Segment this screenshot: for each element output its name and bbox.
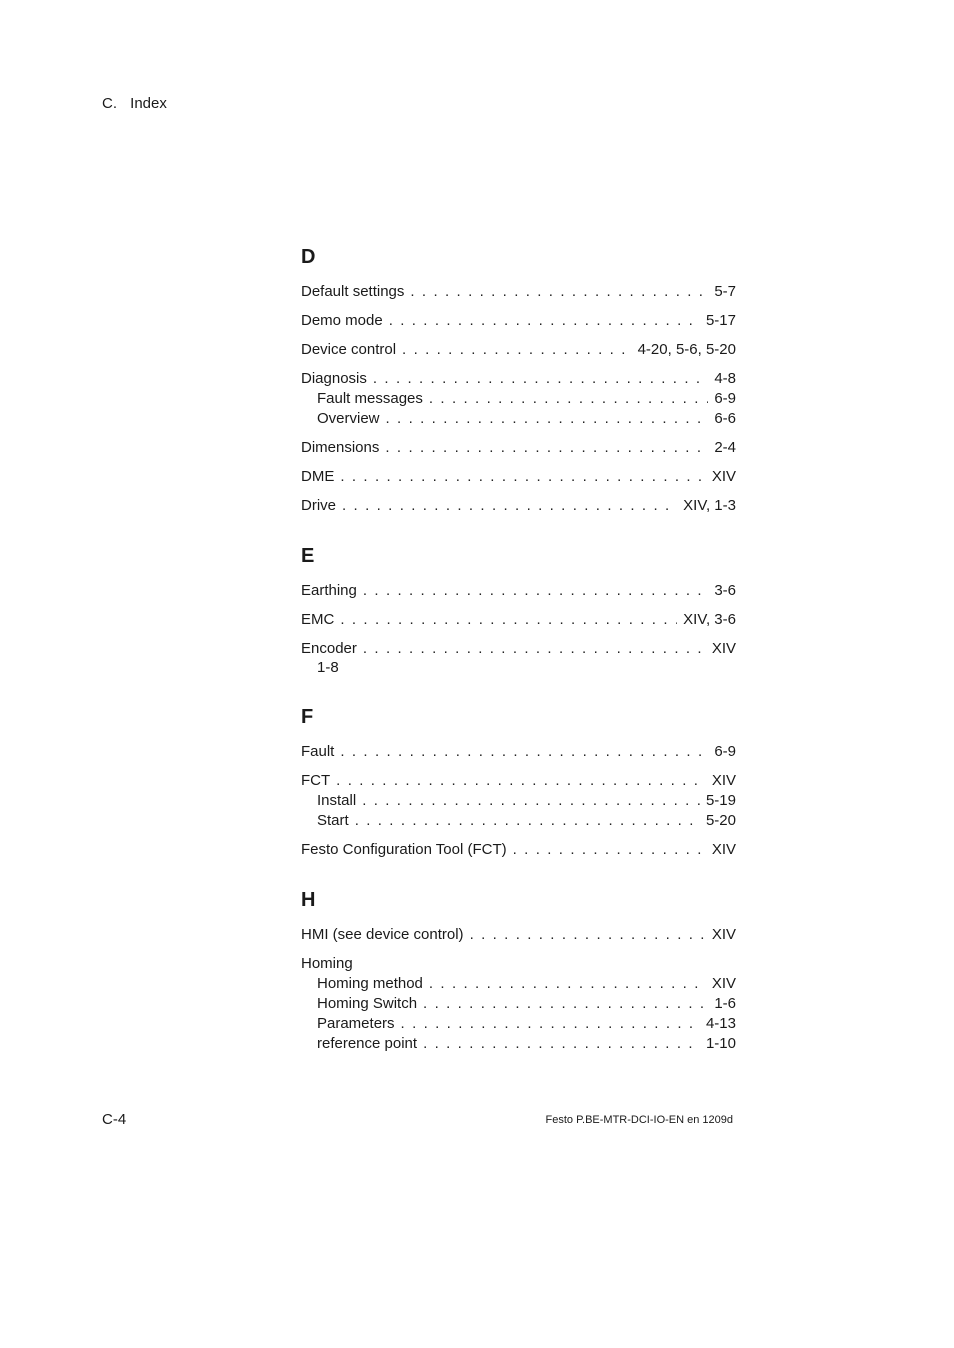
index-term: Default settings — [301, 283, 405, 300]
dot-leader — [363, 581, 708, 601]
running-header — [102, 95, 167, 112]
index-entry — [301, 742, 736, 762]
index-entry-row — [301, 742, 736, 762]
index-term: Start — [317, 812, 349, 829]
index-entry-row — [301, 610, 736, 630]
dot-leader — [423, 994, 708, 1014]
index-entry-row — [301, 954, 736, 974]
page-reference: 1-10 — [705, 1035, 736, 1052]
index-term: EMC — [301, 611, 335, 628]
index-section — [301, 704, 736, 860]
page-reference: 6-6 — [714, 410, 736, 427]
index-entry-row — [301, 581, 736, 601]
page-reference: 5-17 — [705, 312, 736, 329]
index-entry-row — [301, 771, 736, 791]
chapter-number: C. — [102, 95, 117, 112]
index-entry-row — [301, 340, 736, 360]
chapter-title: Index — [130, 95, 167, 112]
index-term: Fault — [301, 743, 335, 760]
dot-leader — [429, 974, 706, 994]
index-entry-row — [301, 496, 736, 516]
document-reference: Festo P.BE-MTR-DCI-IO-EN en 1209d — [545, 1114, 733, 1126]
index-entry — [301, 438, 736, 458]
page-reference: 5-20 — [705, 812, 736, 829]
page-reference: 6-9 — [714, 390, 736, 407]
index-entry — [301, 369, 736, 429]
dot-leader — [402, 340, 632, 360]
page-reference-continued: 1-8 — [317, 659, 339, 676]
page-number: C-4 — [102, 1111, 127, 1128]
page-reference: 2-4 — [714, 439, 736, 456]
index-subentry-row — [301, 994, 736, 1014]
page-reference: XIV, 3-6 — [683, 611, 736, 628]
index-entry — [301, 610, 736, 630]
index-entry — [301, 581, 736, 601]
dot-leader — [362, 791, 700, 811]
index-section — [301, 887, 736, 1054]
dot-leader — [363, 639, 706, 659]
dot-leader — [340, 467, 705, 487]
index-term: Install — [317, 792, 357, 809]
section-letter: E — [301, 545, 315, 567]
index-entry-row — [301, 369, 736, 389]
page-reference: XIV — [711, 772, 736, 789]
index-entry — [301, 467, 736, 487]
index-entry — [301, 954, 736, 1054]
dot-leader — [386, 409, 709, 429]
page-reference: XIV — [711, 841, 736, 858]
index-subentry-row — [301, 1014, 736, 1034]
page-reference: 4-20, 5-6, 5-20 — [637, 341, 736, 358]
index-term: Drive — [301, 497, 337, 514]
index-section — [301, 543, 736, 677]
page-reference: XIV — [711, 640, 736, 657]
index-term: Demo mode — [301, 312, 383, 329]
index-entry — [301, 840, 736, 860]
index-term: HMI (see device control) — [301, 926, 464, 943]
index-entry — [301, 282, 736, 302]
index-entry-row — [301, 438, 736, 458]
index-term: DME — [301, 468, 335, 485]
page-reference: XIV — [711, 975, 736, 992]
index-entry-row — [301, 467, 736, 487]
section-letter: H — [301, 889, 316, 911]
index-entry-row — [301, 840, 736, 860]
index-subentry-row — [301, 409, 736, 429]
index-entry — [301, 771, 736, 831]
dot-leader — [342, 496, 677, 516]
dot-leader — [355, 811, 700, 831]
dot-leader — [410, 282, 708, 302]
page-reference: 5-19 — [705, 792, 736, 809]
page-reference: 4-13 — [705, 1015, 736, 1032]
index-term: reference point — [317, 1035, 418, 1052]
dot-leader — [389, 311, 700, 331]
dot-leader — [340, 610, 677, 630]
dot-leader — [470, 925, 706, 945]
section-letter: F — [301, 706, 314, 728]
page-reference: 1-6 — [714, 995, 736, 1012]
index-entry-row — [301, 282, 736, 302]
dot-leader — [429, 389, 708, 409]
page-reference: XIV, 1-3 — [683, 497, 736, 514]
index-list — [301, 244, 736, 1081]
dot-leader — [513, 840, 706, 860]
index-term: Homing Switch — [317, 995, 418, 1012]
index-subentry-row — [301, 1034, 736, 1054]
dot-leader — [401, 1014, 700, 1034]
index-entry — [301, 925, 736, 945]
page-reference: 6-9 — [714, 743, 736, 760]
index-term: Encoder — [301, 640, 357, 657]
index-term: Fault messages — [317, 390, 423, 407]
index-term: Earthing — [301, 582, 357, 599]
section-letter: D — [301, 246, 316, 268]
index-term: Diagnosis — [301, 370, 367, 387]
index-term: Parameters — [317, 1015, 395, 1032]
index-section — [301, 244, 736, 516]
dot-leader — [385, 438, 708, 458]
index-subentry-row — [301, 791, 736, 811]
page-reference: 5-7 — [714, 283, 736, 300]
page-reference: 3-6 — [714, 582, 736, 599]
page-reference: 4-8 — [714, 370, 736, 387]
index-term: FCT — [301, 772, 331, 789]
index-entry — [301, 340, 736, 360]
index-term: Homing method — [317, 975, 423, 992]
dot-leader — [373, 369, 708, 389]
index-subentry-row — [301, 389, 736, 409]
index-term: Homing — [301, 955, 353, 972]
index-term: Overview — [317, 410, 380, 427]
index-term: Dimensions — [301, 439, 380, 456]
dot-leader — [423, 1034, 700, 1054]
index-entry-row — [301, 639, 736, 659]
dot-leader — [340, 742, 708, 762]
dot-leader — [336, 771, 706, 791]
page-reference: XIV — [711, 468, 736, 485]
index-entry — [301, 639, 736, 677]
index-entry-row — [301, 311, 736, 331]
index-entry — [301, 311, 736, 331]
page-reference: XIV — [711, 926, 736, 943]
index-subentry-row — [301, 974, 736, 994]
index-entry — [301, 496, 736, 516]
index-entry-row — [301, 925, 736, 945]
index-subentry-row — [301, 811, 736, 831]
index-term: Device control — [301, 341, 397, 358]
index-term: Festo Configuration Tool (FCT) — [301, 841, 507, 858]
